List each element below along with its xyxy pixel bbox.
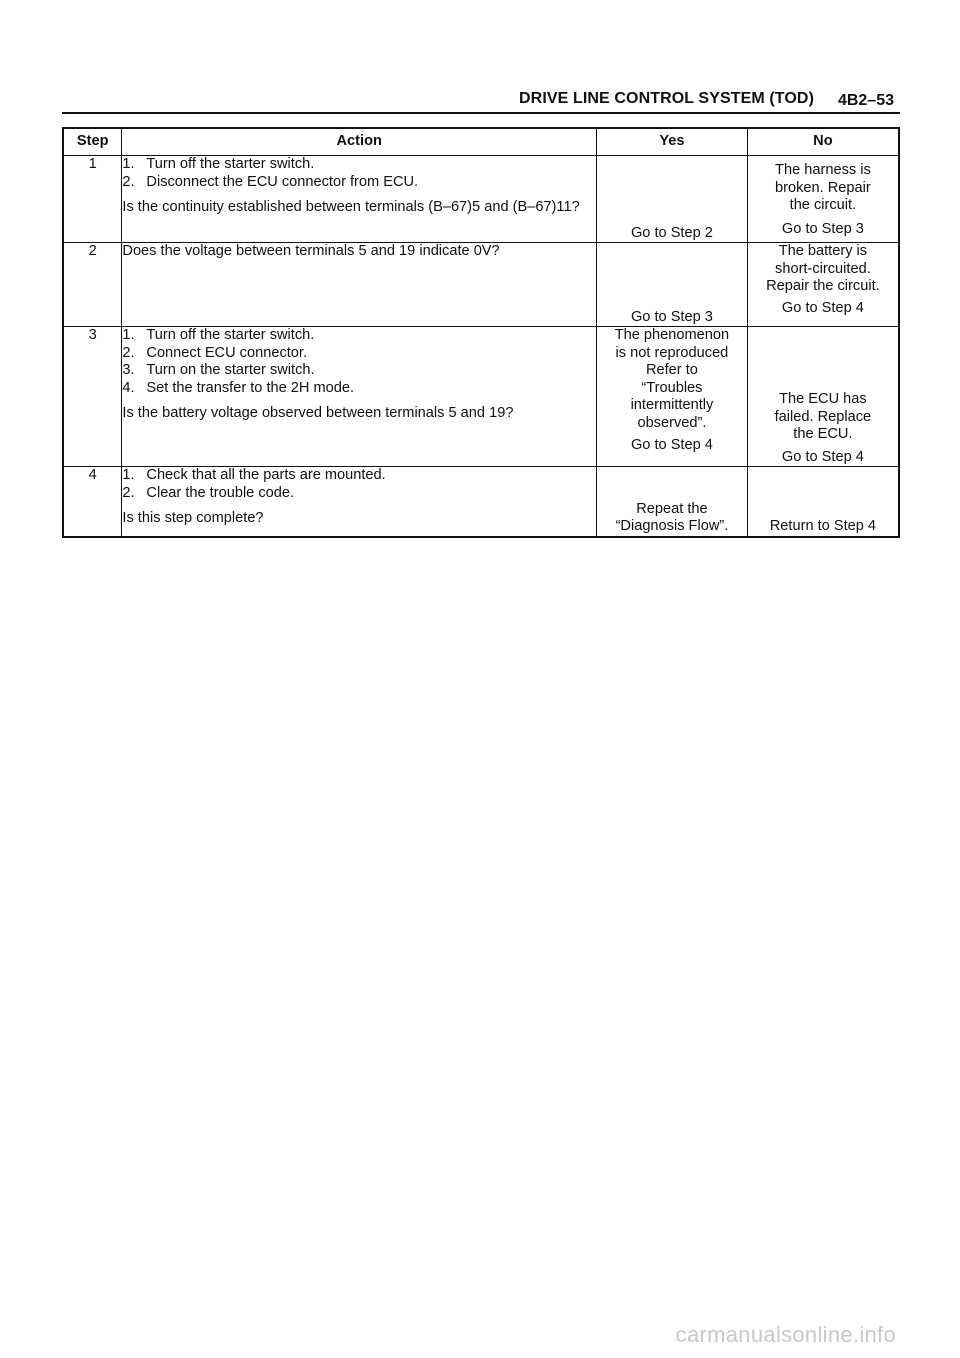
yes-goto: Go to Step 2 bbox=[630, 224, 713, 241]
watermark: carmanualsonline.info bbox=[675, 1322, 896, 1347]
no-cell bbox=[747, 467, 899, 537]
diagnosis-table bbox=[62, 127, 900, 538]
action-cell bbox=[122, 156, 597, 243]
page-header bbox=[62, 86, 900, 114]
no-goto: Return to Step 4 bbox=[769, 518, 877, 534]
step-number: 2 bbox=[63, 243, 122, 327]
step-number: 4 bbox=[63, 467, 122, 537]
yes-cell bbox=[597, 156, 748, 243]
action-cell bbox=[122, 327, 597, 467]
list-item: 1. Check that all the parts are mounted. bbox=[122, 467, 386, 483]
no-cell: The ECU has failed. Replace the ECU. Go to Step 4 bbox=[747, 327, 899, 467]
action-cell bbox=[122, 467, 597, 537]
column-header-action: Action bbox=[122, 128, 597, 156]
list-item: 2. Clear the trouble code. bbox=[122, 484, 295, 501]
column-header-no: No bbox=[747, 128, 899, 156]
list-item: 4. Set the transfer to the 2H mode. bbox=[122, 379, 355, 396]
yes-cell bbox=[597, 243, 748, 327]
header-rule bbox=[62, 112, 900, 114]
table-row bbox=[63, 243, 899, 327]
table-row bbox=[63, 327, 899, 467]
list-item: 2. Disconnect the ECU connector from ECU. bbox=[122, 173, 419, 190]
section-title: DRIVE LINE CONTROL SYSTEM (TOD) bbox=[519, 90, 814, 107]
question-text: Is the battery voltage observed between terminals 5 and 19? bbox=[122, 405, 514, 421]
list-item: 1. Turn off the starter switch. bbox=[122, 327, 315, 343]
no-cell: The harness is broken. Repair the circuit. Go to Step 3 bbox=[747, 156, 899, 243]
yes-goto: Go to Step 4 bbox=[630, 437, 713, 453]
yes-goto: Go to Step 3 bbox=[630, 308, 713, 325]
page-number: 4B2–53 bbox=[837, 92, 894, 109]
step-number: 3 bbox=[63, 327, 122, 467]
yes-cell: The phenomenon is not reproduced Refer to “Troubles intermittently observed”. Go to Step 4 bbox=[597, 327, 748, 467]
table-header-row bbox=[63, 128, 899, 156]
table-row bbox=[63, 156, 899, 243]
question-text: Is the continuity established between terminals (B–67)5 and (B–67)11? bbox=[122, 199, 580, 215]
yes-cell: Repeat the “Diagnosis Flow”. bbox=[597, 467, 748, 537]
step-number: 1 bbox=[63, 156, 122, 243]
list-item: 2. Connect ECU connector. bbox=[122, 344, 308, 361]
no-goto: Go to Step 4 bbox=[781, 448, 864, 465]
no-goto: Go to Step 3 bbox=[781, 220, 864, 237]
list-item: 1. Turn off the starter switch. bbox=[122, 156, 315, 172]
action-cell bbox=[122, 243, 597, 327]
column-header-yes: Yes bbox=[597, 128, 748, 156]
table-row bbox=[63, 467, 899, 537]
no-goto: Go to Step 4 bbox=[781, 299, 864, 316]
list-item: 3. Turn on the starter switch. bbox=[122, 362, 315, 378]
question-text: Is this step complete? bbox=[122, 510, 264, 526]
column-header-step: Step bbox=[63, 128, 122, 156]
no-cell: The battery is short-circuited. Repair the circuit. Go to Step 4 bbox=[747, 243, 899, 327]
question-text: Does the voltage between terminals 5 and 19 indicate 0V? bbox=[122, 243, 500, 259]
